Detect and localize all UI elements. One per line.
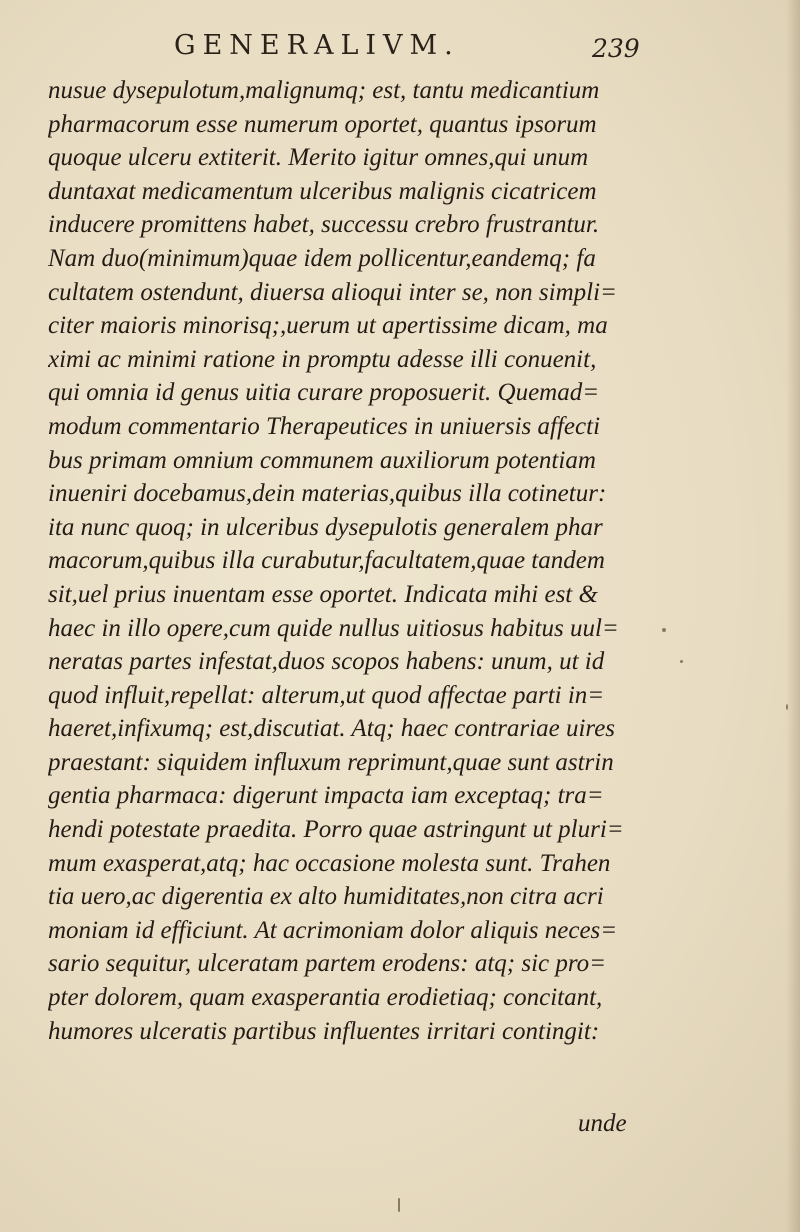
paper-speck: [680, 660, 683, 663]
text-line: praestant: siquidem influxum reprimunt,quae sunt astrin: [48, 748, 614, 776]
page-number: 239: [592, 34, 640, 63]
paper-speck: [786, 704, 788, 710]
paper-speck: [398, 1198, 400, 1212]
text-line: duntaxat medicamentum ulceribus malignis cicatricem: [48, 177, 597, 205]
page-header: [60, 30, 660, 70]
text-line: hendi potestate praedita. Porro quae astringunt ut pluri=: [48, 816, 624, 844]
text-line: haeret,infixumq; est,discutiat. Atq; haec contrariae uires: [48, 715, 616, 743]
text-line: nusue dysepulotum,malignumq; est, tantu medicantium: [48, 77, 600, 104]
text-line: ximi ac minimi ratione in promptu adesse illi conuenit,: [48, 345, 597, 373]
text-line: gentia pharmaca: digerunt impacta iam exceptaq; tra=: [48, 782, 604, 810]
text-line: pharmacorum esse numerum oportet, quantus ipsorum: [48, 110, 597, 138]
text-line: bus primam omnium communem auxiliorum potentiam: [48, 446, 596, 474]
text-line: neratas partes infestat,duos scopos habens: unum, ut id: [48, 648, 605, 676]
body-text: [48, 74, 638, 1048]
text-line: sit,uel prius inuentam esse oportet. Indicata mihi est &: [48, 580, 598, 608]
text-line: quoque ulceru extiterit. Merito igitur omnes,qui unum: [48, 144, 589, 172]
catchword: unde: [578, 1110, 627, 1137]
text-line: ita nunc quoq; in ulceribus dysepulotis generalem phar: [48, 513, 603, 541]
text-line: macorum,quibus illa curabutur,facultatem,quae tandem: [48, 547, 605, 575]
text-line: mum exasperat,atq; hac occasione molesta sunt. Trahen: [48, 849, 611, 877]
paper-speck: [662, 628, 666, 632]
text-line: tia uero,ac digerentia ex alto humiditates,non citra acri: [48, 883, 604, 911]
text-line: pter dolorem, quam exasperantia erodietiaq; concitant,: [48, 984, 603, 1012]
text-line: Nam duo(minimum)quae idem pollicentur,eandemq; fa: [48, 244, 596, 272]
running-head: GENERALIVM.: [174, 30, 460, 61]
text-line: inducere promittens habet, successu crebro frustrantur.: [48, 211, 600, 239]
text-line: sario sequitur, ulceratam partem erodens: atq; sic pro=: [48, 950, 607, 978]
page-edge-shadow: [786, 0, 800, 1232]
text-line: cultatem ostendunt, diuersa alioqui inter se, non simpli=: [48, 278, 617, 306]
text-line: citer maioris minorisq;,uerum ut apertissime dicam, ma: [48, 312, 608, 340]
text-line: qui omnia id genus uitia curare proposuerit. Quemad=: [48, 379, 600, 407]
text-line: moniam id efficiunt. At acrimoniam dolor aliquis neces=: [48, 916, 618, 944]
text-line: inueniri docebamus,dein materias,quibus illa cotinetur:: [48, 480, 607, 508]
text-line: modum commentario Therapeutices in uniuersis affecti: [48, 412, 601, 440]
text-line: quod influit,repellat: alterum,ut quod affectae parti in=: [48, 681, 605, 709]
text-line: haec in illo opere,cum quide nullus uitiosus habitus uul=: [48, 614, 619, 642]
text-line: humores ulceratis partibus influentes irritari contingit:: [48, 1017, 600, 1045]
